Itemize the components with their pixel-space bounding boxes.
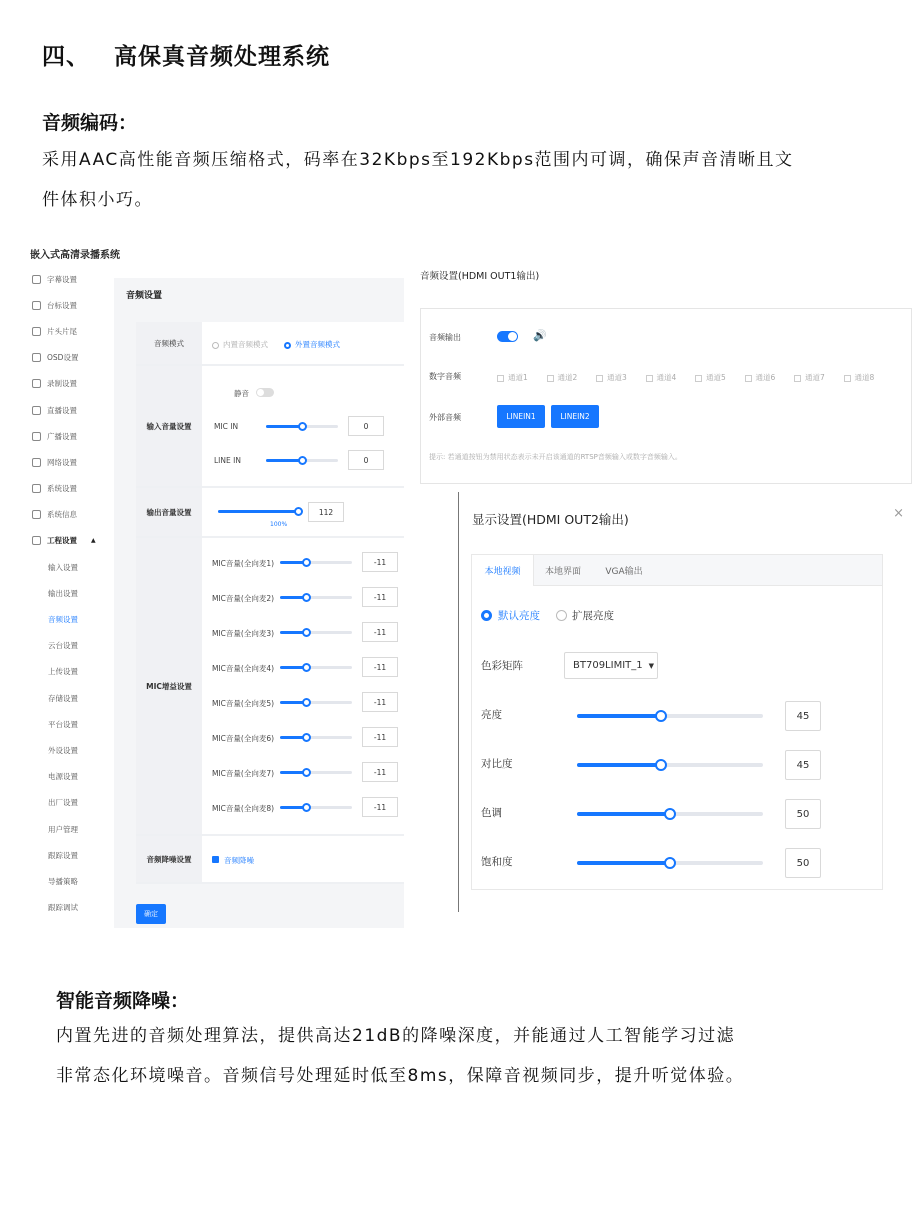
mic-gain-row [136,538,404,836]
denoise-row [136,836,404,884]
sidebar-item-label: 系统信息 [47,510,77,520]
sidebar-item-label: 输入设置 [48,562,78,572]
encoding-line-1: 采用AAC高性能音频压缩格式，码率在32Kbps至192Kbps范围内可调，确保声音清晰且文 [42,150,794,170]
mic-volume-label: MIC音量(全向麦3) [212,629,275,638]
denoise-heading: 智能音频降噪： [56,990,190,1012]
slider-handle[interactable] [302,628,311,637]
channel-label: 通道7 [805,373,825,382]
mic-volume-value[interactable]: -11 [362,552,398,572]
slider-handle[interactable] [302,558,311,567]
sidebar-item[interactable] [28,633,108,659]
mode-external-option[interactable]: 外置音频模式 [284,339,340,350]
default-brightness-option[interactable]: 默认亮度 [498,610,540,622]
sidebar-item[interactable] [28,737,108,763]
mic-volume-label: MIC音量(全向麦7) [212,769,275,778]
slider-handle[interactable] [655,710,667,722]
denoise-label: 音频降噪设置 [136,836,202,882]
sidebar-item[interactable] [28,868,108,894]
channel-label: 通道1 [508,373,528,382]
sidebar-item-label: 网络设置 [47,457,77,467]
sidebar-item[interactable] [28,476,108,502]
mic-gain-label: MIC增益设置 [136,538,202,834]
checkbox-icon [695,375,702,382]
slider-handle[interactable] [302,803,311,812]
mic-volume-value[interactable]: -11 [362,692,398,712]
channel-checkbox[interactable] [596,372,627,383]
menu-icon [32,353,41,362]
channel-label: 通道4 [656,373,677,382]
checkbox-icon [794,375,801,382]
adjust-slider[interactable] [577,714,763,718]
denoise-line-2: 非常态化环境噪音。音频信号处理延时低至8ms，保障音视频同步，提升听觉体验。 [56,1066,745,1086]
tab-vga-output[interactable]: VGA输出 [605,567,643,577]
linein1-button[interactable]: LINEIN1 [497,405,545,428]
adjust-value[interactable]: 45 [785,750,821,780]
mic-volume-slider[interactable] [280,666,352,669]
output-volume-percent: 100% [270,521,288,528]
sidebar-item-label: 电源设置 [48,772,78,782]
channel-checkbox[interactable] [646,372,677,383]
sidebar-item-label: 台标设置 [47,300,77,310]
adjust-slider[interactable] [577,861,763,865]
slider-handle[interactable] [302,733,311,742]
color-matrix-label: 色彩矩阵 [481,660,523,672]
digital-audio-label: 数字音频 [429,372,461,381]
slider-handle[interactable] [298,456,307,465]
audio-mode-row [136,322,404,366]
sidebar-item-label: 跟踪调试 [48,903,78,913]
radio-checked-icon [284,342,291,349]
checkbox-icon [497,375,504,382]
mic-volume-slider[interactable] [280,596,352,599]
sidebar [28,266,108,921]
slider-handle[interactable] [302,768,311,777]
menu-icon [32,327,41,336]
slider-handle[interactable] [298,422,307,431]
slider-handle[interactable] [302,663,311,672]
tab-local-ui[interactable]: 本地界面 [544,567,581,577]
sidebar-item-label: 导播策略 [48,876,78,886]
sidebar-item-label: 系统设置 [47,484,77,494]
sidebar-item-label: 直播设置 [47,405,77,415]
sidebar-item[interactable] [28,345,108,371]
sidebar-item-label: 输出设置 [48,588,78,598]
slider-handle[interactable] [302,593,311,602]
software-screenshot [22,238,912,938]
sidebar-item[interactable] [28,685,108,711]
slider-handle[interactable] [294,507,303,516]
slider-handle[interactable] [302,698,311,707]
output-volume-slider[interactable] [218,510,298,513]
section-title: 高保真音频处理系统 [114,44,330,70]
mic-volume-label: MIC音量(全向麦2) [212,594,275,603]
adjust-value[interactable]: 50 [785,799,821,829]
mic-volume-slider[interactable] [280,806,352,809]
speaker-icon: 🔊 [533,329,547,342]
mic-volume-label: MIC音量(全向麦6) [212,734,275,743]
slider-handle[interactable] [655,759,667,771]
radio-checked-icon[interactable] [481,610,492,621]
sidebar-item[interactable] [28,711,108,737]
mic-volume-label: MIC音量(全向麦5) [212,699,275,708]
line-in-slider[interactable] [266,459,338,462]
mic-volume-value[interactable]: -11 [362,762,398,782]
mic-volume-slider[interactable] [280,736,352,739]
divider [458,492,459,912]
section-number: 四、 [42,44,90,70]
mic-volume-slider[interactable] [280,631,352,634]
channel-label: 通道2 [557,373,578,382]
sidebar-item-label: 跟踪设置 [48,850,78,860]
sidebar-item[interactable] [28,371,108,397]
audio-panel-title: 音频设置 [126,291,163,301]
sidebar-item-label: 上传设置 [48,667,78,677]
chevron-up-icon: ▲ [91,537,96,545]
tab-local-video[interactable]: 本地视频 [472,555,534,586]
sidebar-item[interactable] [28,423,108,449]
mic-volume-value[interactable]: -11 [362,657,398,677]
sidebar-item-label: 广播设置 [47,431,77,441]
line-in-value[interactable]: 0 [348,450,384,470]
radio-icon [212,342,219,349]
checkbox-icon [547,375,554,382]
mic-volume-value[interactable]: -11 [362,587,398,607]
channel-checkbox[interactable] [497,372,528,383]
adjust-label: 亮度 [481,709,502,721]
mic-volume-label: MIC音量(全向麦4) [212,664,275,673]
mic-volume-label: MIC音量(全向麦1) [212,559,275,568]
sidebar-item-label: 音频设置 [48,615,78,625]
sidebar-item[interactable] [28,816,108,842]
mode-internal-option[interactable]: 内置音频模式 [212,339,268,350]
sidebar-item[interactable] [28,764,108,790]
out1-hint: 提示: 若通道按钮为禁用状态表示未开启该通道的RTSP音频输入或数字音频输入。 [429,453,682,461]
color-matrix-value: BT709LIMIT_1 [573,660,643,671]
adjust-slider[interactable] [577,763,763,767]
channel-checkbox[interactable] [844,372,875,383]
slider-handle[interactable] [664,808,676,820]
sidebar-item-label: 云台设置 [48,641,78,651]
mute-label: 静音 [234,389,249,398]
denoise-option[interactable]: 音频降噪 [224,856,254,865]
sidebar-item[interactable] [28,580,108,606]
sidebar-item[interactable] [28,606,108,632]
mic-volume-value[interactable]: -11 [362,797,398,817]
channel-checkbox[interactable] [695,372,726,383]
input-volume-row [136,366,404,488]
output-volume-label: 输出音量设置 [136,488,202,536]
sidebar-item-label: OSD设置 [47,353,79,363]
mute-toggle[interactable] [256,388,274,397]
slider-handle[interactable] [664,857,676,869]
line-in-label: LINE IN [214,456,241,465]
denoise-line-1: 内置先进的音频处理算法，提供高达21dB的降噪深度，并能通过人工智能学习过滤 [56,1026,736,1046]
channel-checkbox[interactable] [547,372,578,383]
sidebar-item[interactable] [28,895,108,921]
audio-output-label: 音频输出 [429,333,461,342]
sidebar-item[interactable] [28,502,108,528]
sidebar-item[interactable] [28,659,108,685]
channel-label: 通道3 [607,373,627,382]
channel-label: 通道8 [854,373,875,382]
sidebar-item-label: 存储设置 [48,693,78,703]
sidebar-item-label: 出厂设置 [48,798,78,808]
mic-volume-slider[interactable] [280,701,352,704]
audio-settings-panel [114,278,404,928]
sidebar-item-label: 外设设置 [48,745,78,755]
sidebar-item[interactable] [28,266,108,292]
extended-brightness-option[interactable]: 扩展亮度 [572,610,614,622]
checkbox-icon [745,375,752,382]
section-heading [42,38,330,71]
menu-icon [32,432,41,441]
mic-in-value[interactable]: 0 [348,416,384,436]
sidebar-item-label: 片头片尾 [47,326,77,336]
sidebar-item[interactable] [28,790,108,816]
channel-checkbox[interactable] [794,372,825,383]
encoding-heading: 音频编码： [42,112,138,134]
sidebar-item[interactable] [28,554,108,580]
sidebar-item[interactable] [28,318,108,344]
sidebar-item-label: 录制设置 [47,379,77,389]
linein2-button[interactable]: LINEIN2 [551,405,599,428]
output-volume-row [136,488,404,538]
sidebar-item[interactable] [28,292,108,318]
sidebar-item-label: 字幕设置 [47,274,77,284]
mic-volume-label: MIC音量(全向麦8) [212,804,275,813]
adjust-value[interactable]: 45 [785,701,821,731]
out1-title: 音频设置(HDMI OUT1输出) [420,271,540,282]
sidebar-item[interactable] [28,449,108,475]
menu-icon [32,484,41,493]
checkbox-icon [646,375,653,382]
radio-icon[interactable] [556,610,567,621]
checkbox-icon [844,375,851,382]
adjust-value[interactable]: 50 [785,848,821,878]
output-volume-value[interactable]: 112 [308,502,344,522]
out2-title: 显示设置(HDMI OUT2输出) [472,512,629,527]
encoding-line-2: 件体积小巧。 [42,190,153,210]
sidebar-item-label: 平台设置 [48,719,78,729]
adjust-slider[interactable] [577,812,763,816]
audio-output-switch[interactable] [497,331,518,342]
menu-icon [32,275,41,284]
close-icon[interactable]: × [893,506,904,521]
mic-volume-value[interactable]: -11 [362,622,398,642]
channel-label: 通道6 [755,373,776,382]
mic-in-slider[interactable] [266,425,338,428]
confirm-button[interactable]: 确定 [136,904,166,924]
channel-label: 通道5 [706,373,726,382]
checkbox-checked-icon[interactable] [212,856,219,863]
menu-icon [32,458,41,467]
audio-mode-label: 音频模式 [136,322,202,364]
color-matrix-select[interactable] [564,652,658,679]
adjust-label: 对比度 [481,758,513,770]
adjust-label: 色调 [481,807,502,819]
out2-dialog [468,492,912,922]
app-title: 嵌入式高清录播系统 [30,250,120,261]
mic-volume-slider[interactable] [280,771,352,774]
menu-icon [32,406,41,415]
chevron-down-icon: ▼ [648,661,655,670]
checkbox-icon [596,375,603,382]
menu-icon [32,536,41,545]
sidebar-item[interactable] [28,842,108,868]
adjust-label: 饱和度 [481,856,513,868]
mic-volume-slider[interactable] [280,561,352,564]
sidebar-item-label: 工程设置 [47,536,77,546]
out2-tabs [472,555,882,586]
out1-panel [420,308,912,484]
menu-icon [32,379,41,388]
menu-icon [32,301,41,310]
channel-checkbox[interactable] [745,372,776,383]
menu-icon [32,510,41,519]
mic-volume-value[interactable]: -11 [362,727,398,747]
sidebar-item[interactable] [28,528,108,554]
sidebar-item[interactable] [28,397,108,423]
out2-tabs-box [471,554,883,890]
input-volume-label: 输入音量设置 [136,366,202,486]
external-audio-label: 外部音频 [429,413,461,422]
sidebar-item-label: 用户管理 [48,824,78,834]
mic-in-label: MIC IN [214,422,239,431]
